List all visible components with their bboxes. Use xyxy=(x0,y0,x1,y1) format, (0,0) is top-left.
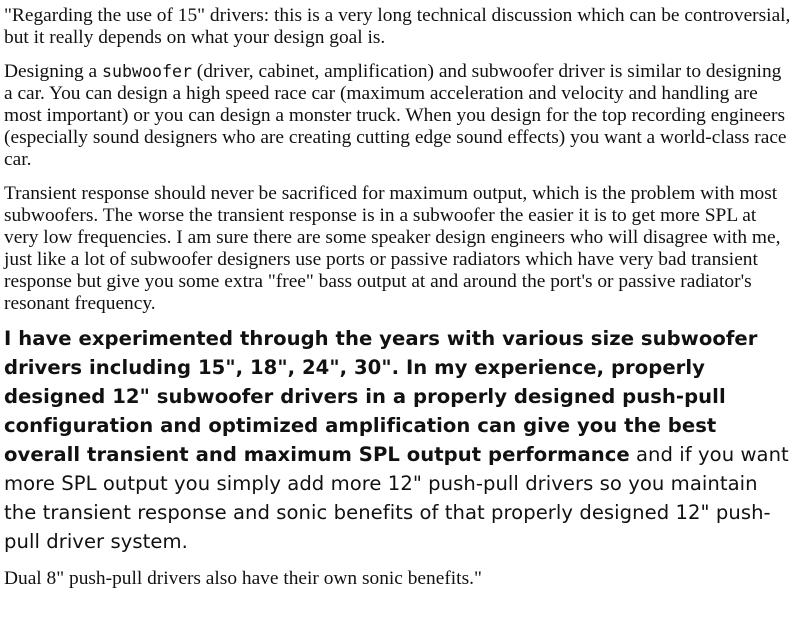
paragraph-transient-response: Transient response should never be sacrificed for maximum output, which is the problem with most subwoofers. The worse the transient response is in a subwoofer the easier it is to get more SPL at very low frequencies. I am sure there are some speaker design engineers who will disagree with me, just like a lot of subwoofer designers use ports or passive radiators which have very bad transient response but give you some extra "free" bass output at and around the port's or passive radiator's resonant frequency. xyxy=(4,183,781,314)
paragraph-dual-8: Dual 8" push-pull drivers also have their own sonic benefits." xyxy=(4,568,482,589)
paragraph-experience-rest: and if you want more SPL output you simply add more 12" push-pull drivers so you maintain the transient response and sonic benefits of that properly designed 12" push-pull driver system. xyxy=(4,443,789,553)
paragraph-car-analogy xyxy=(4,61,794,171)
paragraph-experience xyxy=(4,324,794,556)
paragraph-intro: "Regarding the use of 15" drivers: this is a very long technical discussion which can be controversial, but it really depends on what your design goal is. xyxy=(4,5,791,48)
paragraph-experience-bold: I have experimented through the years with various size subwoofer drivers including 15", 18", 24", 30". In my experience, properly designed 12" subwoofer drivers in a properly designed push-pull configuration and optimized amplification can give you the best overall transient and maximum SPL output performance xyxy=(4,327,758,466)
paragraph-car-analogy-body: (driver, cabinet, amplification) and subwoofer driver is similar to designing a car. You can design a high speed race car (maximum acceleration and velocity and handling are most important) or you can design a monster truck. When you design for the top recording engineers (especially sound designers who are creating cutting edge sound effects) you want a world-class race car. xyxy=(4,61,787,170)
article-body xyxy=(4,0,794,590)
inline-code-subwoofer: subwoofer xyxy=(102,62,192,81)
paragraph-car-analogy-lead: Designing a xyxy=(4,61,103,82)
